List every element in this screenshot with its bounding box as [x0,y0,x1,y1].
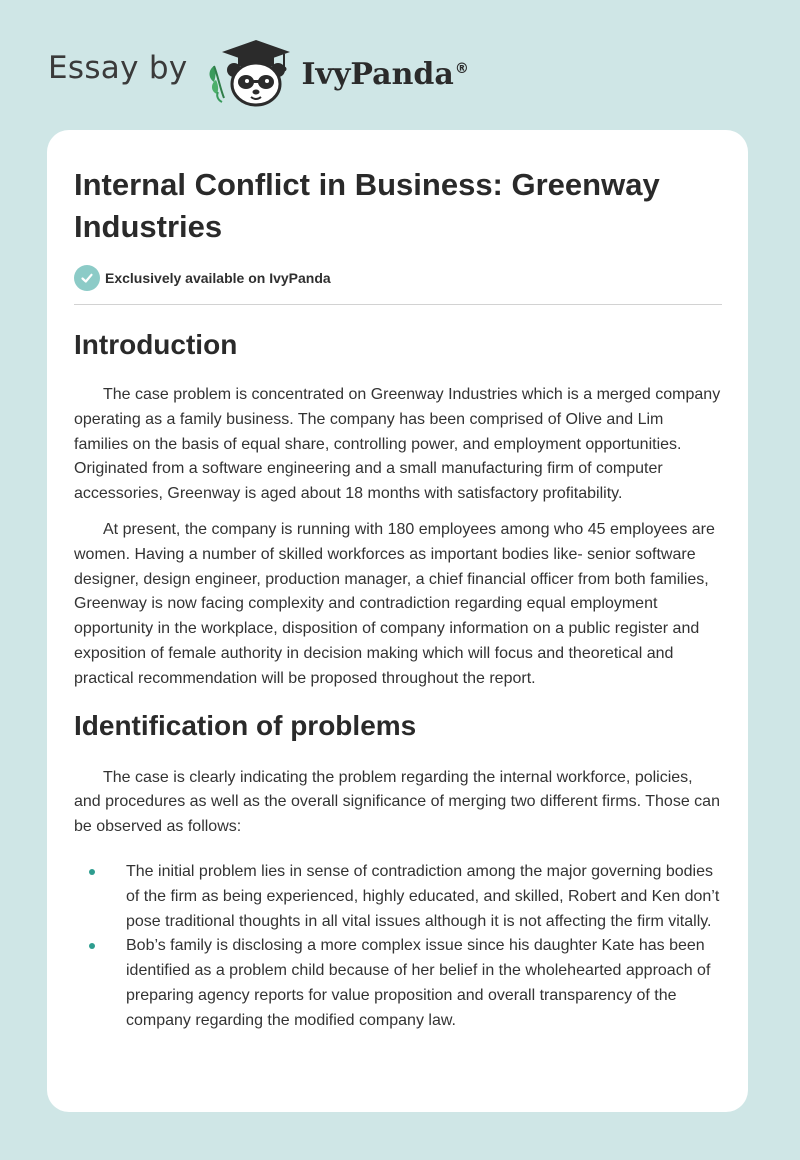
brand-name [302,57,469,92]
exclusive-badge-text: Exclusively available on IvyPanda [105,270,331,286]
section-introduction [74,327,722,692]
page-title: Internal Conflict in Business: Greenway Industries [74,167,660,244]
section-heading-introduction: Introduction [74,329,238,360]
section-heading-problems: Identification of problems [74,709,417,741]
problems-list [74,860,722,1034]
exclusive-badge [74,264,722,292]
bullet-dot-icon [89,869,95,875]
essay-card [47,130,748,1112]
paragraph: The case problem is concentrated on Greenway Industries which is a merged company operating as a family business. The company has been comprised of Olive and Lim families on the basis of equal share, controlling power, and employment opportunities. Originated from a software engineering and a small manufacturing firm of computer accessories, Greenway is aged about 18 months with satisfactory profitability. [74,386,721,503]
paragraph: The case is clearly indicating the problem regarding the internal workforce, policies, and procedures as well as the overall significance of merging two different firms. Those can be observed as follows: [74,768,720,836]
panda-graduate-icon [204,36,300,108]
paragraph: At present, the company is running with 180 employees among who 45 employees are women. Having a number of skilled workforces as important bodies like- senior software designer, design engineer, production manager, a chief financial officer from both families, Greenway is now facing complexity and contradiction regarding equal employment opportunity in the workplace, disposition of company information on a public register and exposition of female authority in decision making which will focus and theoretical and practical recommendation will be proposed throughout the report. [74,520,715,687]
section-identification-of-problems [74,708,722,1034]
brand-prefix: Essay by [48,50,188,86]
title-divider [74,304,722,305]
brand-registered-mark: ® [454,60,469,77]
brand-header [48,36,469,108]
bullet-dot-icon [89,943,95,949]
list-item-text: Bob’s family is disclosing a more complex issue since his daughter Kate has been identified as a problem child because of her belief in the wholehearted approach of preparing agency reports for value proposition and overall transparency of the company regarding the modified company law. [126,937,711,1029]
list-item-text: The initial problem lies in sense of contradiction among the major governing bodies of the firm as being experienced, highly educated, and skilled, Robert and Ken don’t pose traditional thoughts in all vital issues although it is not affecting the firm vitally. [126,862,720,930]
brand-name-text: IvyPanda [301,56,454,92]
list-item [74,934,722,1033]
check-circle-icon [74,265,100,291]
list-item [74,860,722,934]
